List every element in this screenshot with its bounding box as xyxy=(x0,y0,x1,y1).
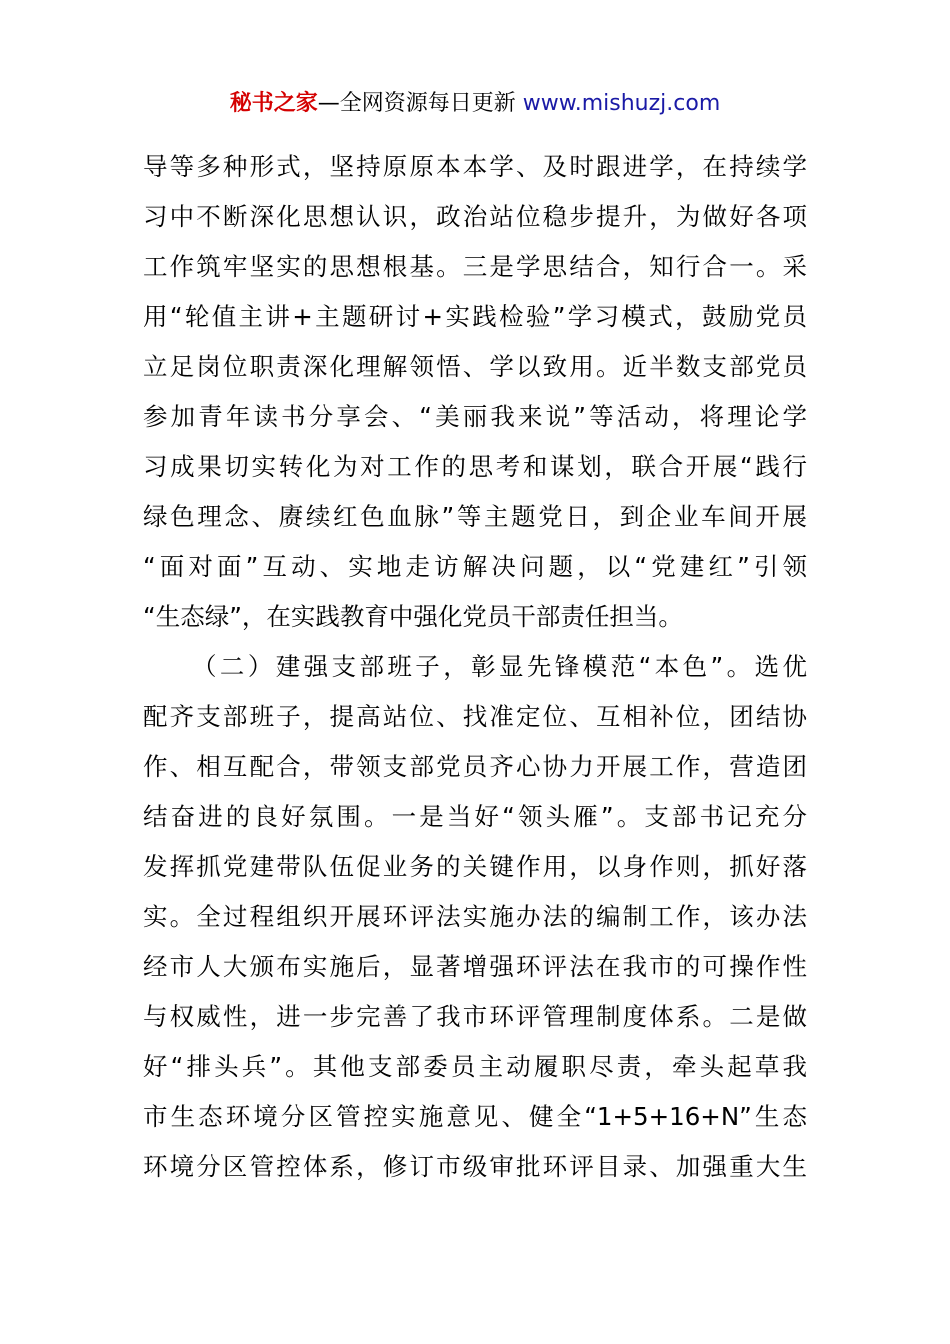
paragraph-end-line: “生态绿”，在实践教育中强化党员干部责任担当。 xyxy=(143,602,683,631)
text-line: 作、相互配合，带领支部党员齐心协力开展工作，营造团 xyxy=(143,752,807,781)
site-header xyxy=(0,86,950,122)
header-tagline: —全网资源每日更新 xyxy=(317,91,523,116)
text-line: 用“轮值主讲+主题研讨+实践检验”学习模式，鼓励党员 xyxy=(143,302,807,331)
text-line: 环境分区管控体系，修订市级审批环评目录、加强重大生 xyxy=(143,1152,807,1181)
text-line: 经市人大颁布实施后，显著增强环评法在我市的可操作性 xyxy=(143,952,807,981)
text-line: 工作筑牢坚实的思想根基。三是学思结合，知行合一。采 xyxy=(143,252,807,281)
text-line: 发挥抓党建带队伍促业务的关键作用，以身作则，抓好落 xyxy=(143,852,807,881)
text-line: “面对面”互动、实地走访解决问题，以“党建红”引领 xyxy=(143,552,807,581)
text-line: 与权威性，进一步完善了我市环评管理制度体系。二是做 xyxy=(143,1002,807,1031)
text-line: 好“排头兵”。其他支部委员主动履职尽责，牵头起草我 xyxy=(143,1052,807,1081)
text-line: 结奋进的良好氛围。一是当好“领头雁”。支部书记充分 xyxy=(143,802,807,831)
text-line: 习中不断深化思想认识，政治站位稳步提升，为做好各项 xyxy=(143,202,807,231)
section-heading-line: （二）建强支部班子，彰显先锋模范“本色”。选优 xyxy=(192,652,807,681)
text-line: 绿色理念、赓续红色血脉”等主题党日，到企业车间开展 xyxy=(143,502,807,531)
text-line: 立足岗位职责深化理解领悟、学以致用。近半数支部党员 xyxy=(143,352,807,381)
text-line: 市生态环境分区管控实施意见、健全“1+5+16+N”生态 xyxy=(143,1102,807,1131)
text-line: 实。全过程组织开展环评法实施办法的编制工作，该办法 xyxy=(143,902,807,931)
document-body xyxy=(143,142,807,1192)
site-url-link[interactable]: www.mishuzj.com xyxy=(522,91,721,116)
text-line: 习成果切实转化为对工作的思考和谋划，联合开展“践行 xyxy=(143,452,807,481)
text-line: 导等多种形式，坚持原原本本学、及时跟进学，在持续学 xyxy=(143,152,807,181)
text-line: 参加青年读书分享会、“美丽我来说”等活动，将理论学 xyxy=(143,402,807,431)
brand-name: 秘书之家 xyxy=(229,91,318,116)
text-line: 配齐支部班子，提高站位、找准定位、互相补位，团结协 xyxy=(143,702,807,731)
